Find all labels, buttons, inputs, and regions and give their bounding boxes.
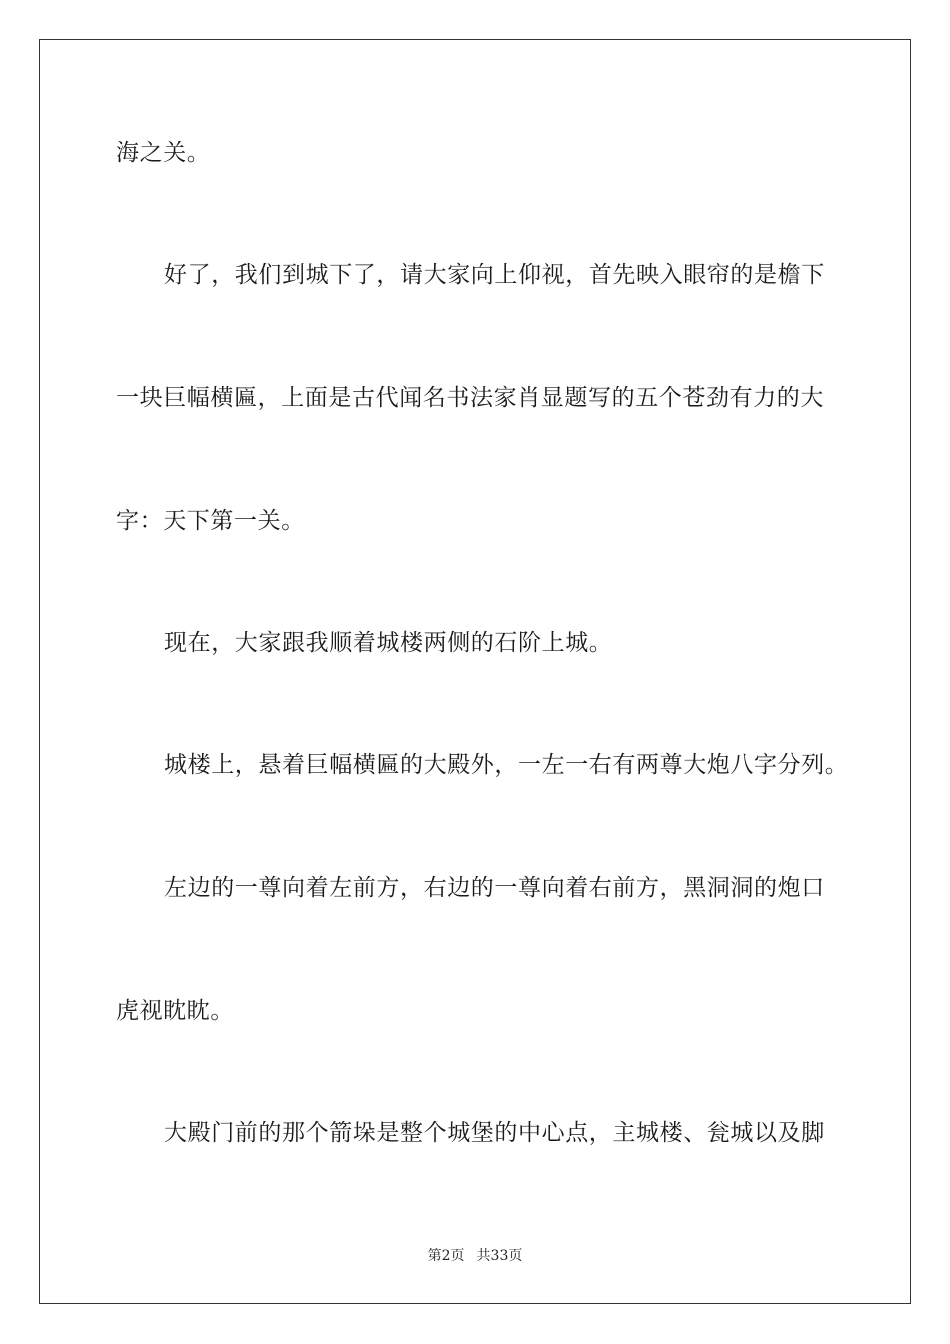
- page-total: 共33页: [476, 1248, 523, 1264]
- page-footer: [0, 1247, 950, 1265]
- text-line-1: 海之关。: [116, 140, 211, 166]
- text-line-8: 虎视眈眈。: [116, 998, 234, 1024]
- paragraph-start-4: 左边的一尊向着左前方，右边的一尊向着右前方，黑洞洞的炮口: [164, 875, 825, 901]
- paragraph-start-1: 好了，我们到城下了，请大家向上仰视，首先映入眼帘的是檐下: [164, 262, 825, 288]
- text-line-4: 字：天下第一关。: [116, 508, 305, 534]
- paragraph-start-5: 大殿门前的那个箭垛是整个城堡的中心点，主城楼、瓮城以及脚: [164, 1120, 825, 1146]
- paragraph-start-3: 城楼上，悬着巨幅横匾的大殿外，一左一右有两尊大炮八字分列。: [164, 752, 849, 778]
- page-border: [39, 39, 911, 1304]
- page-number: 第2页: [427, 1248, 465, 1264]
- text-line-3: 一块巨幅横匾，上面是古代闻名书法家肖显题写的五个苍劲有力的大: [116, 385, 824, 411]
- paragraph-start-2: 现在，大家跟我顺着城楼两侧的石阶上城。: [164, 630, 613, 656]
